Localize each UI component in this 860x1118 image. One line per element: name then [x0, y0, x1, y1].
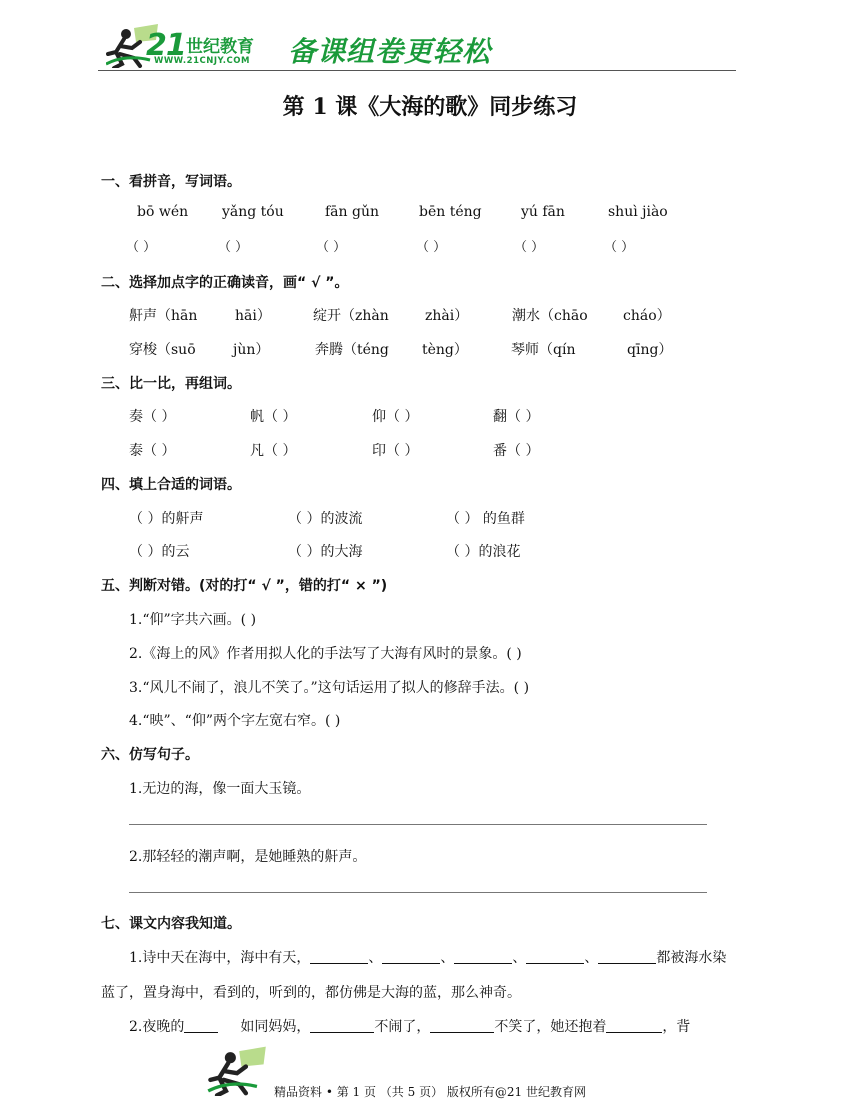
fill-blank[interactable] [382, 949, 440, 964]
compare-item: 泰（ ） [129, 443, 176, 459]
header-slogan: 备课组卷更轻松 [288, 35, 492, 68]
section-2-heading: 二、选择加点字的正确读音，画“ √ ”。 [101, 275, 349, 291]
fill-phrase: （ ）的浪花 [446, 544, 521, 560]
compare-item: 凡（ ） [250, 443, 297, 459]
pinyin-2: yǎng tóu [222, 204, 284, 220]
option-text: hāi） [235, 308, 271, 324]
pinyin-1: bō wén [137, 204, 189, 220]
option-text: tèng） [422, 342, 468, 358]
option-text: 潮水（chāo [512, 308, 588, 324]
header-banner [98, 18, 736, 71]
section-7-heading: 七、课文内容我知道。 [101, 916, 241, 932]
fill-blank[interactable] [310, 1018, 374, 1033]
pinyin-5: yú fān [521, 204, 565, 220]
writing-line[interactable] [129, 824, 707, 825]
fill-phrase: （ ）的大海 [288, 544, 363, 560]
compare-item: 帆（ ） [250, 409, 297, 425]
option-text: qīng） [627, 342, 673, 358]
section-1-heading: 一、看拼音，写词语。 [101, 174, 241, 190]
model-sentence: 1.无边的海，像一面大玉镜。 [129, 781, 311, 797]
option-text: 奔腾（téng [315, 342, 389, 358]
judge-item: 1.“仰”字共六画。( ) [129, 612, 257, 628]
section-5-heading: 五、判断对错。(对的打“ √ ”，错的打“ × ”) [101, 578, 388, 594]
logo-name: 世纪教育 [186, 37, 254, 57]
fill-phrase: （ ）的波流 [288, 511, 363, 527]
option-text: cháo） [623, 308, 671, 324]
fill-phrase: （ ）的鼾声 [129, 511, 204, 527]
compare-item: 仰（ ） [372, 409, 419, 425]
answer-blank[interactable]: （ ） [604, 240, 635, 255]
pinyin-6: shuì jiào [608, 204, 668, 220]
fill-blank[interactable] [598, 949, 656, 964]
fill-blank[interactable] [310, 949, 368, 964]
judge-item: 4.“映”、“仰”两个字左宽右窄。( ) [129, 713, 341, 729]
answer-blank[interactable]: （ ） [218, 240, 249, 255]
answer-blank[interactable]: （ ） [126, 240, 157, 255]
fill-phrase: （ ） 的鱼群 [446, 511, 525, 527]
section-3-heading: 三、比一比，再组词。 [101, 376, 241, 392]
fill-blank[interactable] [184, 1018, 218, 1033]
page-footer: 精品资料 • 第 1 页 （共 5 页） 版权所有@21 世纪教育网 [274, 1085, 586, 1099]
fill-blank[interactable] [526, 949, 584, 964]
writing-line[interactable] [129, 892, 707, 893]
content-paragraph-2: 2.夜晚的 如同妈妈， 不闹了， 不笑了，她还抱着 ，背 [129, 1019, 691, 1035]
compare-item: 番（ ） [493, 443, 540, 459]
answer-blank[interactable]: （ ） [416, 240, 447, 255]
compare-item: 印（ ） [372, 443, 419, 459]
answer-blank[interactable]: （ ） [514, 240, 545, 255]
model-sentence: 2.那轻轻的潮声啊，是她睡熟的鼾声。 [129, 849, 367, 865]
judge-item: 3.“风儿不闹了，浪儿不笑了。”这句话运用了拟人的修辞手法。( ) [129, 680, 530, 696]
compare-item: 奏（ ） [129, 409, 176, 425]
option-text: 穿梭（suō [129, 342, 196, 358]
page-title: 第 1 课《大海的歌》同步练习 [282, 94, 578, 120]
option-text: 鼾声（hān [129, 308, 198, 324]
answer-blank[interactable]: （ ） [316, 240, 347, 255]
logo-21: 21 [146, 28, 186, 63]
section-4-heading: 四、填上合适的词语。 [101, 477, 241, 493]
compare-item: 翻（ ） [493, 409, 540, 425]
section-6-heading: 六、仿写句子。 [101, 747, 199, 763]
pinyin-3: fān gǔn [325, 204, 379, 220]
option-text: 琴师（qín [511, 342, 576, 358]
judge-item: 2.《海上的风》作者用拟人化的手法写了大海有风时的景象。( ) [129, 646, 522, 662]
content-paragraph-1-cont: 蓝了，置身海中，看到的，听到的，都仿佛是大海的蓝，那么神奇。 [101, 985, 521, 1001]
fill-blank[interactable] [606, 1018, 662, 1033]
pinyin-4: bēn téng [419, 204, 482, 220]
fill-blank[interactable] [454, 949, 512, 964]
option-text: zhài） [425, 308, 469, 324]
fill-blank[interactable] [430, 1018, 494, 1033]
logo-url: WWW.21CNJY.COM [154, 56, 250, 66]
fill-phrase: （ ）的云 [129, 544, 190, 560]
option-text: 绽开（zhàn [313, 308, 389, 324]
content-paragraph-1: 1.诗中天在海中，海中有天， 、 、 、 、 都被海水染 [129, 950, 727, 966]
option-text: jùn） [233, 342, 270, 358]
